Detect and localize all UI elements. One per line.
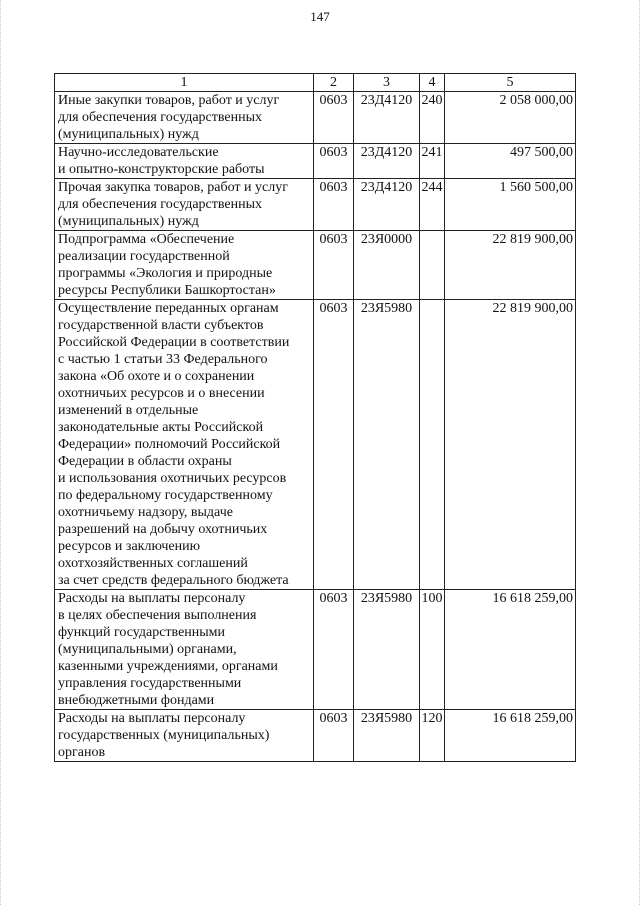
row-name: Прочая закупка товаров, работ и услуг для обеспечения государственных (муниципальных) нужд <box>55 179 314 231</box>
row-expense-type: 100 <box>420 590 445 710</box>
table-row <box>55 300 576 590</box>
row-name: Расходы на выплаты персоналу государственных (муниципальных) органов <box>55 710 314 762</box>
row-target: 23Я5980 <box>354 710 420 762</box>
row-section: 0603 <box>314 92 354 144</box>
row-expense-type <box>420 300 445 590</box>
row-amount: 2 058 000,00 <box>445 92 576 144</box>
column-header-amount: 5 <box>445 74 576 92</box>
row-expense-type: 244 <box>420 179 445 231</box>
row-target: 23Я5980 <box>354 300 420 590</box>
row-target: 23Д4120 <box>354 179 420 231</box>
row-amount: 22 819 900,00 <box>445 300 576 590</box>
column-header-target: 3 <box>354 74 420 92</box>
table-row <box>55 710 576 762</box>
scan-edge-left <box>0 0 4 905</box>
row-expense-type <box>420 231 445 300</box>
row-name: Подпрограмма «Обеспечение реализации государственной программы «Экология и природные ресурсы Республики Башкортостан» <box>55 231 314 300</box>
row-name: Научно-исследовательские и опытно-конструкторские работы <box>55 144 314 179</box>
row-section: 0603 <box>314 144 354 179</box>
row-section: 0603 <box>314 710 354 762</box>
row-name: Расходы на выплаты персоналу в целях обеспечения выполнения функций государственными (муниципальными) органами, казенными учреждениями, органами управления государственными внебюджетными фондами <box>55 590 314 710</box>
table-row <box>55 92 576 144</box>
page-number: 147 <box>310 9 330 24</box>
table-row <box>55 144 576 179</box>
row-section: 0603 <box>314 179 354 231</box>
row-section: 0603 <box>314 231 354 300</box>
budget-table <box>54 73 576 762</box>
column-header-name: 1 <box>55 74 314 92</box>
row-target: 23Я0000 <box>354 231 420 300</box>
row-target: 23Д4120 <box>354 92 420 144</box>
row-expense-type: 240 <box>420 92 445 144</box>
row-amount: 1 560 500,00 <box>445 179 576 231</box>
row-amount: 16 618 259,00 <box>445 710 576 762</box>
table-row <box>55 179 576 231</box>
row-target: 23Д4120 <box>354 144 420 179</box>
row-expense-type: 241 <box>420 144 445 179</box>
row-expense-type: 120 <box>420 710 445 762</box>
table-row <box>55 231 576 300</box>
table-header-row <box>55 74 576 92</box>
row-section: 0603 <box>314 590 354 710</box>
table-row <box>55 590 576 710</box>
row-amount: 497 500,00 <box>445 144 576 179</box>
row-name: Иные закупки товаров, работ и услуг для обеспечения государственных (муниципальных) нужд <box>55 92 314 144</box>
scan-edge-right <box>636 0 640 905</box>
column-header-expense-type: 4 <box>420 74 445 92</box>
row-amount: 22 819 900,00 <box>445 231 576 300</box>
column-header-section: 2 <box>314 74 354 92</box>
row-section: 0603 <box>314 300 354 590</box>
row-target: 23Я5980 <box>354 590 420 710</box>
row-amount: 16 618 259,00 <box>445 590 576 710</box>
row-name: Осуществление переданных органам государственной власти субъектов Российской Федерации в соответствии с частью 1 статьи 33 Федерального закона «Об охоте и о сохранении охотничьих ресурсов и о внесении изменений в отдельные законодательные акты Российской Федерации» полномочий Российской Федерации в области охраны и использования охотничьих ресурсов по федеральному государственному охотничьему надзору, выдаче разрешений на добычу охотничьих ресурсов и заключению охотхозяйственных соглашений за счет средств федерального бюджета <box>55 300 314 590</box>
